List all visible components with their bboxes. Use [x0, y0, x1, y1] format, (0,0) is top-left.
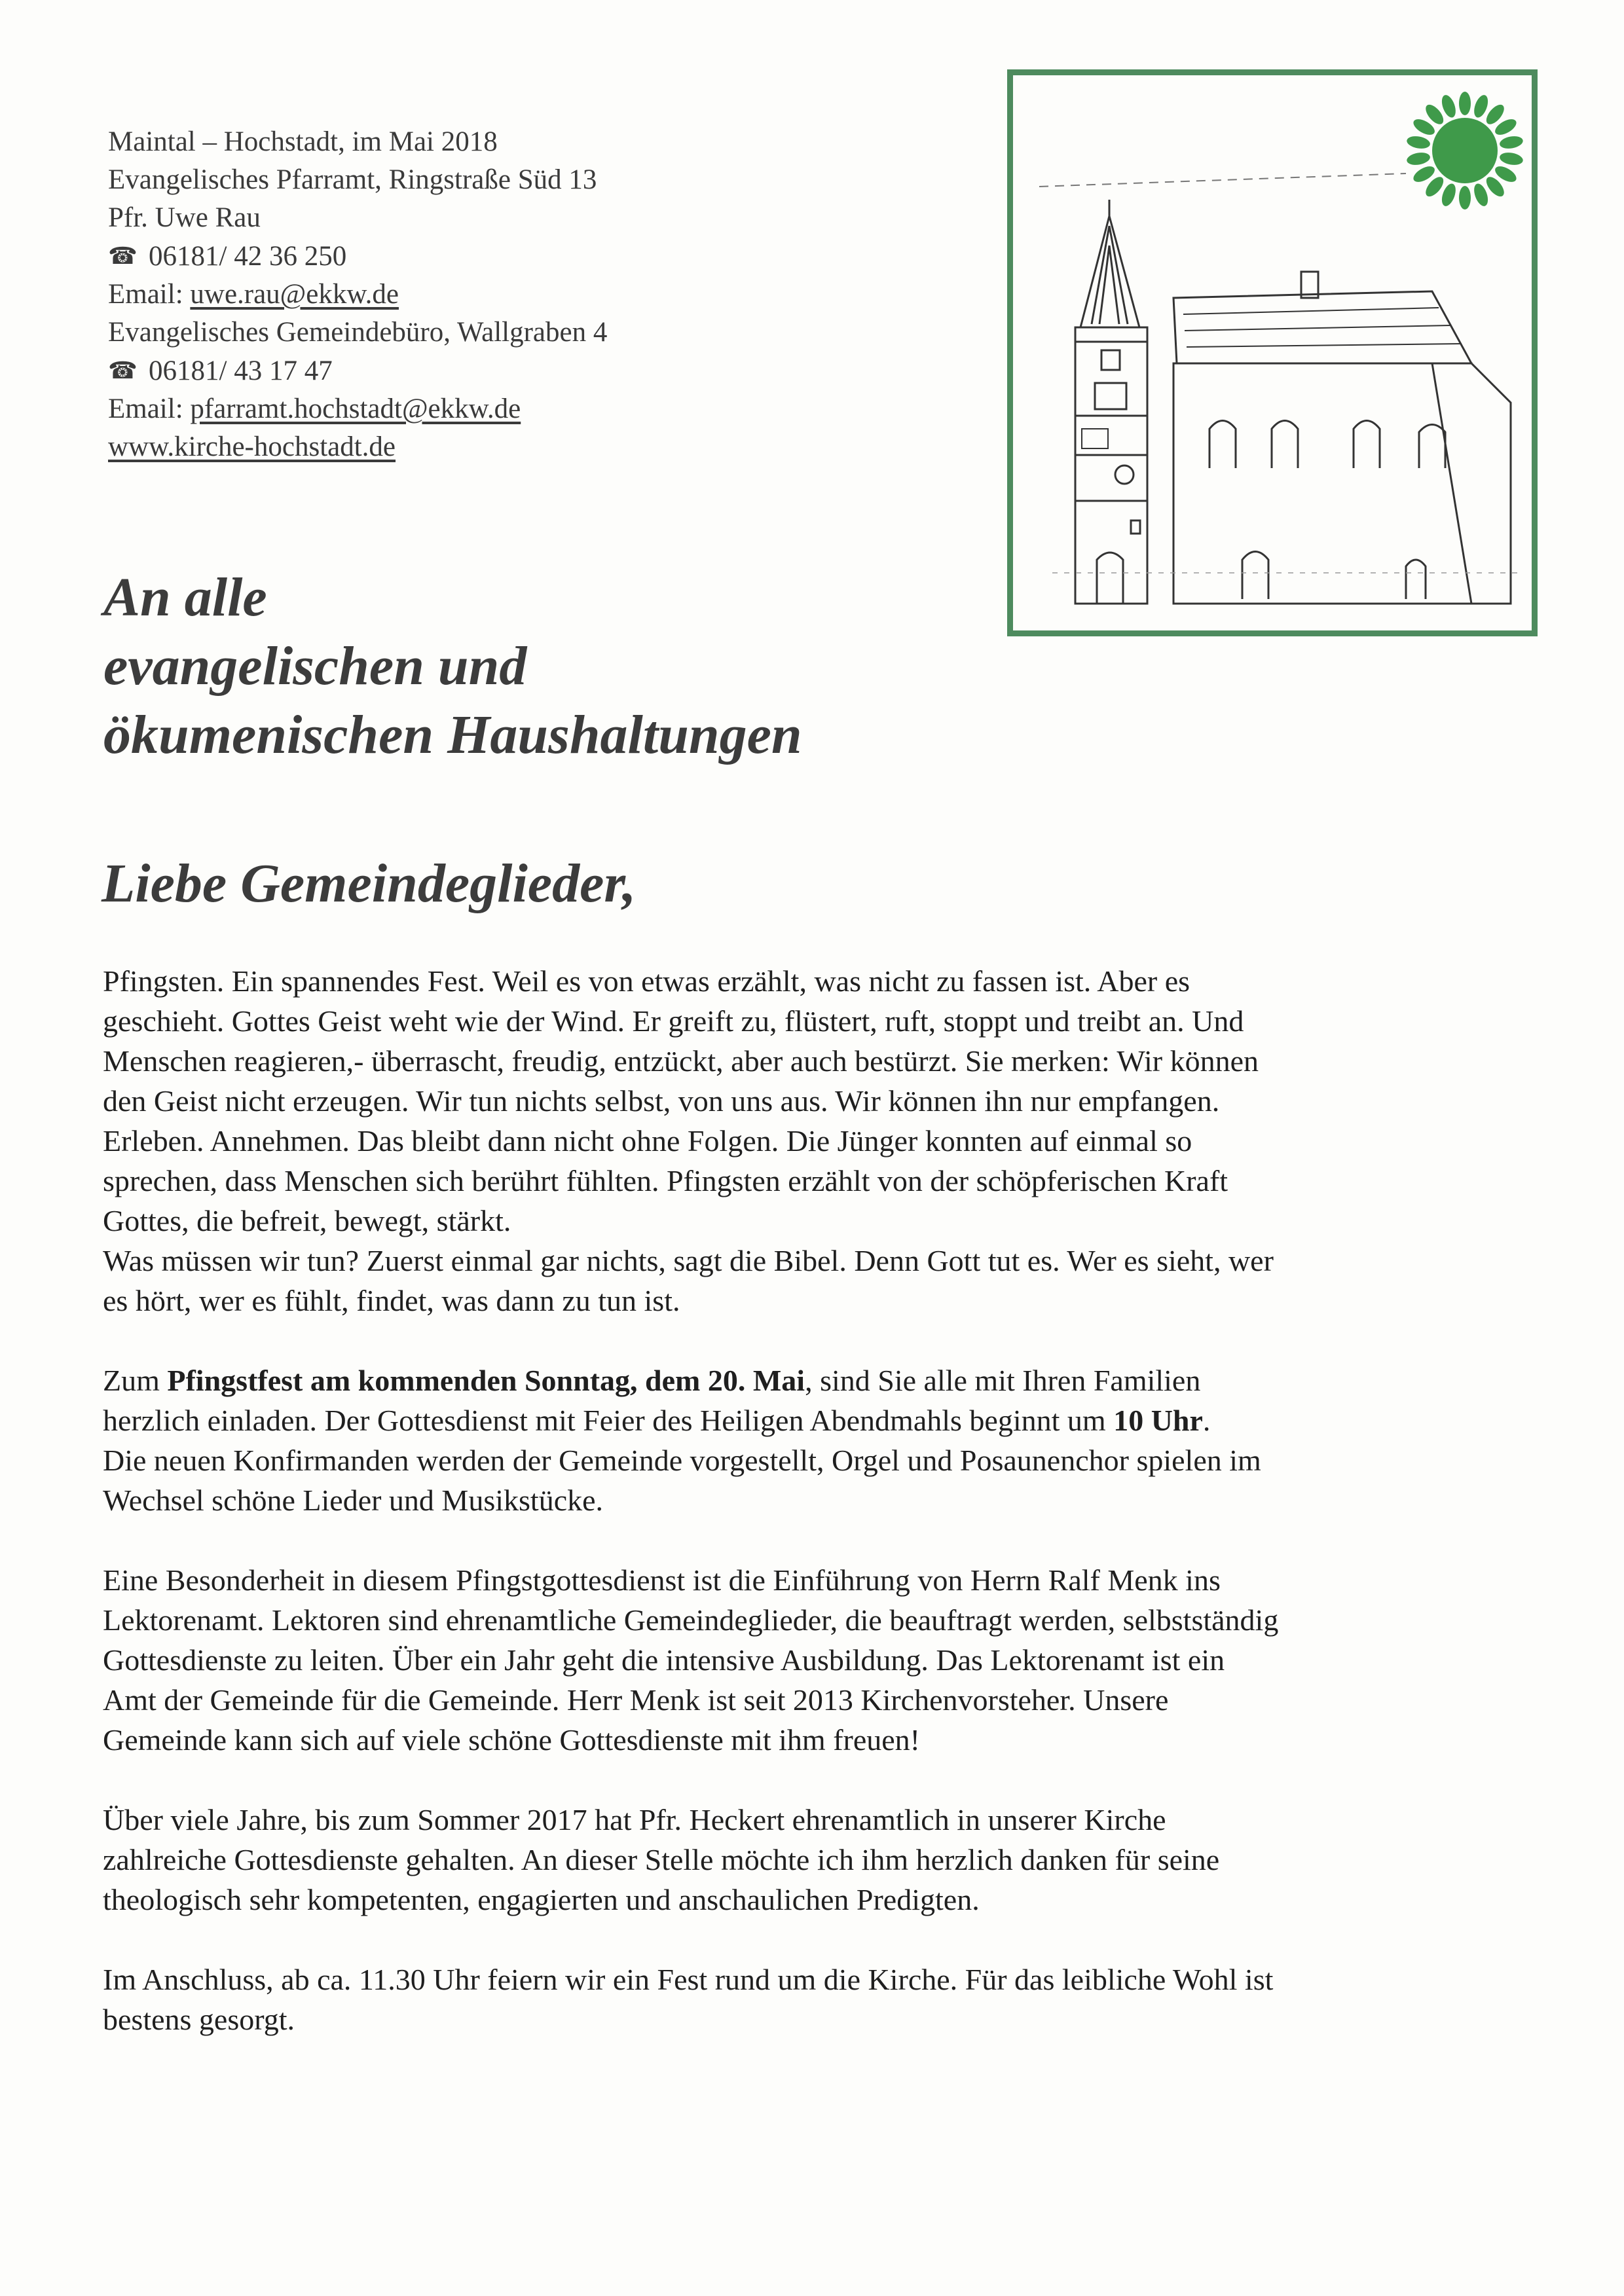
- paragraph-5-line: bestens gesorgt.: [103, 2003, 295, 2036]
- event-time-bold: 10 Uhr: [1113, 1404, 1203, 1437]
- email-label: Email:: [108, 279, 191, 310]
- paragraph-1-line: Pfingsten. Ein spannendes Fest. Weil es von etwas erzählt, was nicht zu fassen ist. Aber es: [103, 964, 1190, 998]
- paragraph-2-line: [103, 1360, 1511, 1400]
- paragraph-1-line: sprechen, dass Menschen sich berührt fühlten. Pfingsten erzählt von der schöpferischen Kraft: [103, 1164, 1228, 1197]
- pastor-name: Pfr. Uwe Rau: [108, 202, 261, 233]
- email-line-1: [108, 276, 927, 314]
- phone-number-1: 06181/ 42 36 250: [149, 241, 347, 272]
- office-address: Evangelisches Pfarramt, Ringstraße Süd 13: [108, 164, 597, 195]
- paragraph-3-line: Lektorenamt. Lektoren sind ehrenamtliche Gemeindeglieder, die beauftragt werden, selbstständig: [103, 1603, 1279, 1637]
- text-span: , sind Sie alle mit Ihren Familien: [805, 1364, 1201, 1397]
- text-span: Zum: [103, 1364, 168, 1397]
- email-label: Email:: [108, 393, 191, 424]
- church-logo: [1007, 69, 1538, 636]
- paragraph-4-line: theologisch sehr kompetenten, engagierten und anschaulichen Predigten.: [103, 1883, 980, 1916]
- paragraph-1-line: Was müssen wir tun? Zuerst einmal gar nichts, sagt die Bibel. Denn Gott tut es. Wer es sieht, wer: [103, 1244, 1274, 1277]
- email-link-1[interactable]: uwe.rau@ekkw.de: [190, 279, 399, 310]
- paragraph-2-line: [103, 1400, 1511, 1440]
- paragraph-3-line: Amt der Gemeinde für die Gemeinde. Herr Menk ist seit 2013 Kirchenvorsteher. Unsere: [103, 1683, 1169, 1717]
- paragraph-1-line: Gottes, die befreit, bewegt, stärkt.: [103, 1204, 511, 1237]
- paragraph-1-line: es hört, wer es fühlt, findet, was dann zu tun ist.: [103, 1284, 680, 1317]
- paragraph-3-line: Gottesdienste zu leiten. Über ein Jahr geht die intensive Ausbildung. Das Lektorenamt ist ein: [103, 1643, 1225, 1677]
- paragraph-1-line: Erleben. Annehmen. Das bleibt dann nicht ohne Folgen. Die Jünger konnten auf einmal so: [103, 1124, 1192, 1157]
- text-span: .: [1202, 1404, 1211, 1437]
- email-line-2: [108, 390, 927, 428]
- headline-line-1: An alle: [103, 567, 267, 628]
- contact-block: [108, 123, 927, 466]
- headline-line-3: ökumenischen Haushaltungen: [103, 704, 802, 765]
- paragraph-3-line: Eine Besonderheit in diesem Pfingstgottesdienst ist die Einführung von Herrn Ralf Menk ins: [103, 1563, 1221, 1597]
- paragraph-1-line: Menschen reagieren,- überrascht, freudig, entzückt, aber auch bestürzt. Sie merken: Wir können: [103, 1044, 1259, 1078]
- event-date-bold: Pfingstfest am kommenden Sonntag, dem 20. Mai: [167, 1364, 805, 1397]
- place-date: Maintal – Hochstadt, im Mai 2018: [108, 126, 498, 157]
- church-tower: [1075, 200, 1147, 604]
- phone-icon: ☎: [108, 243, 138, 269]
- sun-icon: [1406, 92, 1524, 210]
- paragraph-1-line: geschieht. Gottes Geist weht wie der Wind. Er greift zu, flüstert, ruft, stoppt und treibt an. Und: [103, 1004, 1244, 1038]
- phone-number-2: 06181/ 43 17 47: [149, 355, 333, 386]
- greeting: Liebe Gemeindeglieder,: [101, 853, 637, 914]
- headline-line-2: evangelischen und: [103, 636, 527, 697]
- phone-icon: ☎: [108, 357, 138, 384]
- website-line: [108, 428, 927, 466]
- church-nave: [1173, 272, 1511, 604]
- paragraph-2-line: Die neuen Konfirmanden werden der Gemeinde vorgestellt, Orgel und Posaunenchor spielen im: [103, 1444, 1261, 1477]
- paragraph-2-line: Wechsel schöne Lieder und Musikstücke.: [103, 1484, 604, 1517]
- phone-line-1: [108, 237, 927, 276]
- paragraph-4-line: Über viele Jahre, bis zum Sommer 2017 hat Pfr. Heckert ehrenamtlich in unserer Kirche: [103, 1803, 1166, 1836]
- paragraph-1-line: den Geist nicht erzeugen. Wir tun nichts selbst, von uns aus. Wir können ihn nur empfangen.: [103, 1084, 1220, 1118]
- paragraph-4-line: zahlreiche Gottesdienste gehalten. An dieser Stelle möchte ich ihm herzlich danken für seine: [103, 1843, 1220, 1876]
- paragraph-3-line: Gemeinde kann sich auf viele schöne Gottesdienste mit ihm freuen!: [103, 1723, 920, 1757]
- text-span: herzlich einladen. Der Gottesdienst mit Feier des Heiligen Abendmahls beginnt um: [103, 1404, 1114, 1437]
- paragraph-5-line: Im Anschluss, ab ca. 11.30 Uhr feiern wir ein Fest rund um die Kirche. Für das leibliche Wohl ist: [103, 1963, 1274, 1996]
- headline: [103, 563, 802, 769]
- email-link-2[interactable]: pfarramt.hochstadt@ekkw.de: [190, 393, 521, 424]
- letter-body: [103, 961, 1511, 2039]
- phone-line-2: [108, 352, 927, 390]
- church-with-sun-logo-icon: [1013, 75, 1532, 630]
- website-link[interactable]: www.kirche-hochstadt.de: [108, 431, 396, 462]
- parish-office-address: Evangelisches Gemeindebüro, Wallgraben 4: [108, 317, 608, 348]
